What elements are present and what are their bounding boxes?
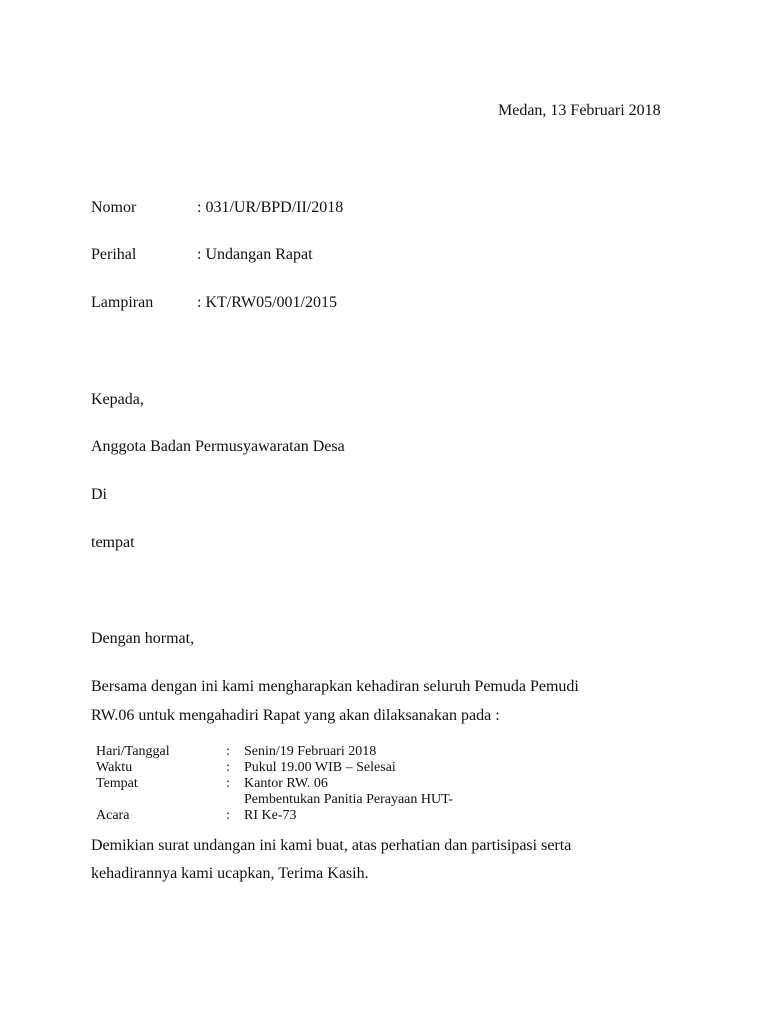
detail-value: Pembentukan Panitia Perayaan HUT- (244, 792, 454, 807)
meta-label: Perihal (91, 246, 137, 263)
detail-value: Pukul 19.00 WIB – Selesai (244, 760, 396, 775)
closing-line: Demikian surat undangan ini kami buat, atas perhatian dan partisipasi serta (91, 837, 572, 854)
meta-row-lampiran (91, 293, 591, 313)
place-date: Medan, 13 Februari 2018 (498, 102, 661, 119)
detail-value: Kantor RW. 06 (244, 776, 328, 791)
meta-value: : KT/RW05/001/2015 (197, 294, 337, 311)
detail-colon: : (226, 760, 230, 775)
salutation: Dengan hormat, (91, 630, 195, 647)
detail-label: Acara (96, 808, 130, 823)
detail-label: Waktu (96, 760, 133, 775)
detail-label: Hari/Tanggal (96, 744, 170, 759)
detail-colon: : (226, 744, 230, 759)
meta-value: : Undangan Rapat (197, 246, 313, 263)
recipient-name: Anggota Badan Permusyawaratan Desa (91, 438, 345, 455)
recipient-di: Di (91, 486, 107, 503)
meta-value: : 031/UR/BPD/II/2018 (197, 199, 344, 216)
meta-label: Lampiran (91, 294, 154, 311)
recipient-place: tempat (91, 534, 135, 551)
meta-row-perihal (91, 245, 591, 265)
detail-colon: : (226, 808, 230, 823)
detail-label: Tempat (96, 776, 138, 791)
closing-line: kehadirannya kami ucapkan, Terima Kasih. (91, 865, 369, 882)
body-line: Bersama dengan ini kami mengharapkan kehadiran seluruh Pemuda Pemudi (91, 678, 579, 695)
detail-colon: : (226, 776, 230, 791)
meta-label: Nomor (91, 199, 137, 216)
detail-value: Senin/19 Februari 2018 (244, 744, 377, 759)
recipient-kepada: Kepada, (91, 391, 144, 408)
detail-value: RI Ke-73 (244, 808, 297, 823)
meta-row-nomor (91, 198, 591, 218)
body-line: RW.06 untuk mengahadiri Rapat yang akan dilaksanakan pada : (91, 707, 500, 724)
